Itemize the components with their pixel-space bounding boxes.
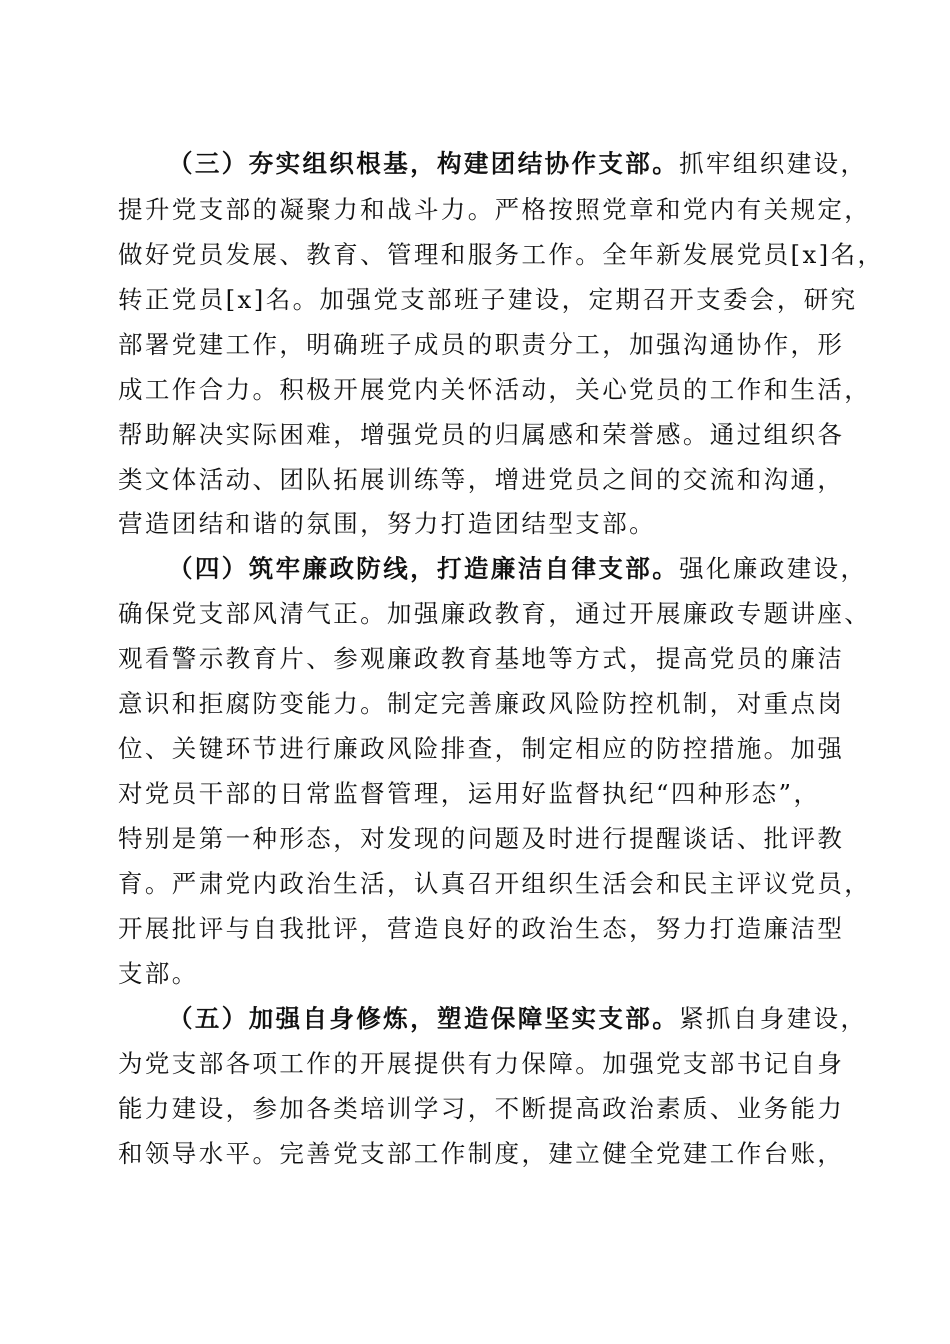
section-3-first-line-text: 抓牢组织建设， <box>679 149 868 178</box>
section-3-line: 成工作合力。积极开展党内关怀活动，关心党员的工作和生活， <box>118 375 872 404</box>
section-3-heading: （三）夯实组织根基，构建团结协作支部。 <box>168 149 680 178</box>
section-5-line: 为党支部各项工作的开展提供有力保障。加强党支部书记自身 <box>118 1049 845 1078</box>
section-5-line: 和领导水平。完善党支部工作制度，建立健全党建工作台账， <box>118 1139 845 1168</box>
section-4-line: 观看警示教育片、参观廉政教育基地等方式，提高党员的廉洁 <box>118 644 845 673</box>
section-3-line: 转正党员[x]名。加强党支部班子建设，定期召开支委会，研究 <box>118 285 858 314</box>
section-5-heading: （五）加强自身修炼，塑造保障坚实支部。 <box>168 1004 680 1033</box>
section-4-first-line <box>168 553 867 585</box>
section-3-line: 部署党建工作，明确班子成员的职责分工，加强沟通协作，形 <box>118 330 845 359</box>
section-4-line: 育。严肃党内政治生活，认真召开组织生活会和民主评议党员， <box>118 869 872 898</box>
section-4-line: 对党员干部的日常监督管理，运用好监督执纪“四种形态”， <box>118 779 821 808</box>
section-4-line: 特别是第一种形态，对发现的问题及时进行提醒谈话、批评教 <box>118 824 845 853</box>
section-3-line: 做好党员发展、教育、管理和服务工作。全年新发展党员[x]名， <box>118 240 885 269</box>
section-3-first-line <box>168 148 867 180</box>
section-4-heading: （四）筑牢廉政防线，打造廉洁自律支部。 <box>168 554 680 583</box>
section-3-line: 类文体活动、团队拓展训练等，增进党员之间的交流和沟通， <box>118 465 845 494</box>
section-5-first-line <box>168 1003 867 1035</box>
section-4-first-line-text: 强化廉政建设， <box>679 554 868 583</box>
section-5-first-line-text: 紧抓自身建设， <box>679 1004 868 1033</box>
section-4-line: 确保党支部风清气正。加强廉政教育，通过开展廉政专题讲座、 <box>118 599 872 628</box>
section-3-line: 帮助解决实际困难，增强党员的归属感和荣誉感。通过组织各 <box>118 420 845 449</box>
section-4-line: 意识和拒腐防变能力。制定完善廉政风险防控机制，对重点岗 <box>118 689 845 718</box>
section-3-line: 营造团结和谐的氛围，努力打造团结型支部。 <box>118 509 656 538</box>
section-3-line: 提升党支部的凝聚力和战斗力。严格按照党章和党内有关规定， <box>118 195 872 224</box>
section-4-line: 位、关键环节进行廉政风险排查，制定相应的防控措施。加强 <box>118 734 845 763</box>
section-5-line: 能力建设，参加各类培训学习，不断提高政治素质、业务能力 <box>118 1094 845 1123</box>
section-4-line: 支部。 <box>118 959 199 988</box>
section-4-line: 开展批评与自我批评，营造良好的政治生态，努力打造廉洁型 <box>118 914 845 943</box>
